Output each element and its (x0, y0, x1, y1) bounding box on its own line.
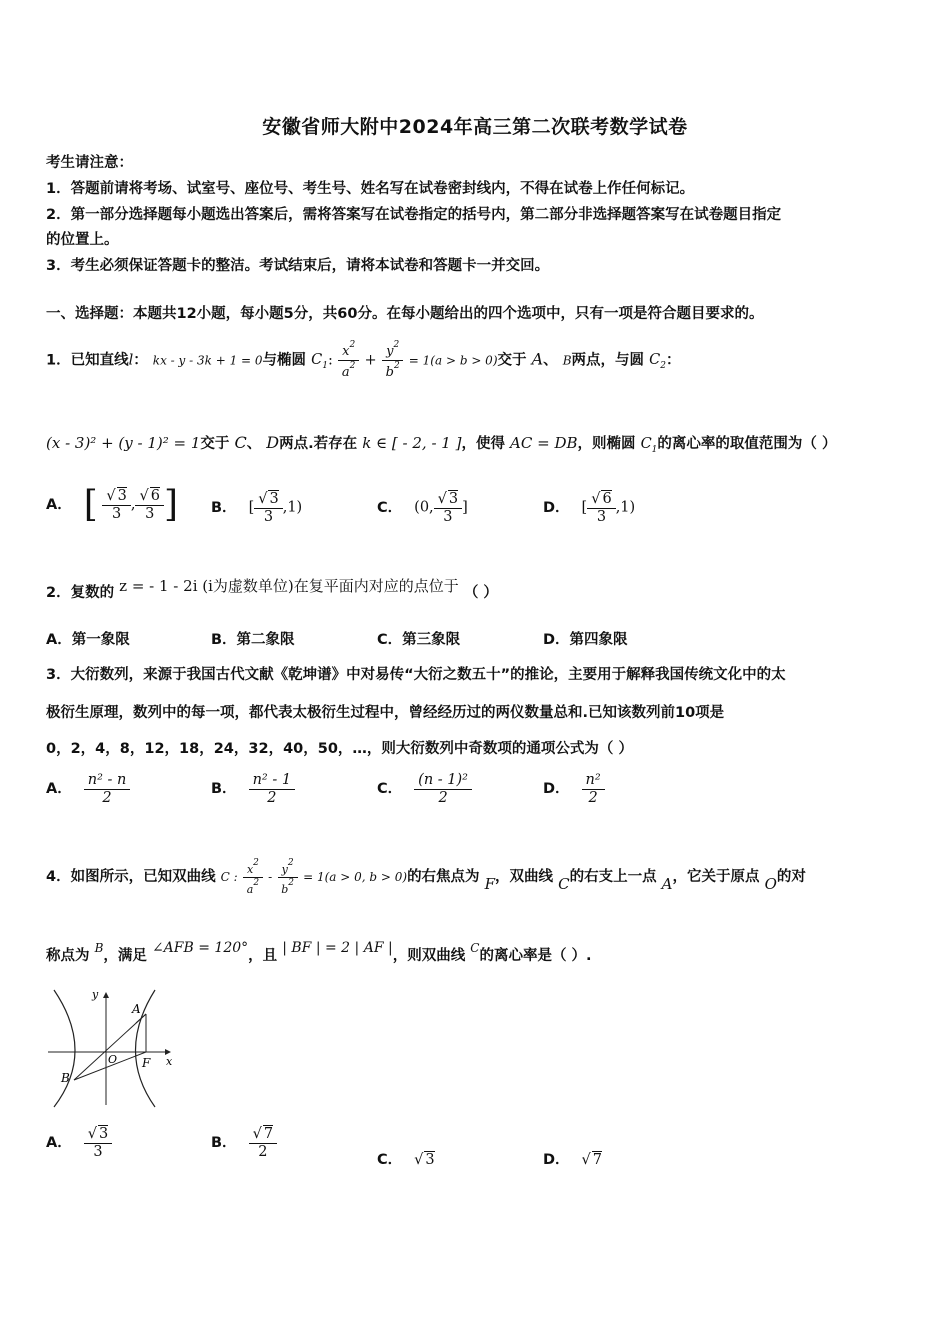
q4-text-9: ，则双曲线 (392, 948, 466, 964)
q4-text-10: 的离心率是（ ）. (479, 948, 592, 964)
q4-text-6: 称点为 (46, 948, 90, 964)
q1-option-c[interactable]: C． (0, $\frac{√ 3}{3}$ ] (377, 491, 468, 525)
q2-number: 2．复数的 (46, 585, 115, 601)
q2-option-b[interactable]: B．第二象限 (211, 632, 295, 648)
q1-c1-letter: C (311, 352, 323, 369)
q4-C-2: C (470, 941, 480, 955)
q1-option-d-pre: [ (581, 499, 588, 516)
q1-option-b-pre: [ (248, 499, 255, 516)
q2-paren: （ ） (463, 585, 498, 601)
q1-colon: ： (133, 352, 148, 369)
q4-option-b[interactable]: B． $\frac{√ 7}{2}$ (211, 1125, 277, 1160)
q4-O: O (764, 875, 777, 894)
q4-C: C (558, 875, 570, 894)
q1-dun-2: 、 (246, 436, 262, 452)
q4-B: B (94, 941, 104, 955)
q1-text-3: 两点，与圆 (571, 352, 645, 369)
q1-x2: x (342, 344, 350, 359)
question-4-line-1 (46, 858, 806, 896)
q3-option-b-num: n² - 1 (249, 772, 296, 790)
q4-text-7: ，满足 (103, 948, 147, 964)
q4-frac-x: $\frac{x^2}{a^2}$ (243, 858, 263, 896)
q1-c1 (311, 352, 328, 372)
q3-option-b[interactable] (211, 772, 295, 806)
q1-c2-letter: C (649, 352, 661, 369)
q1-text-1: 与椭圆 (262, 352, 307, 369)
notice-item-2: 2．第一部分选择题每小题选出答案后，需将答案写在试卷指定的括号内，第二部分非选择题答案写在试卷题目指定 (46, 207, 782, 223)
q1-C: C (234, 433, 247, 452)
q1-condition: = 1(a > b > 0) (408, 353, 498, 368)
q1-line-equation: kx - y - 3k + 1 = 0 (152, 353, 263, 368)
fig-label-y: y (92, 988, 99, 1001)
q3-option-d[interactable] (543, 772, 605, 806)
q4-b2: b (281, 882, 289, 896)
question-4-line-2 (46, 940, 592, 965)
q1-option-c-den: 3 (443, 508, 453, 525)
section-heading: 一、选择题：本题共12小题，每小题5分，共60分。在每小题给出的四个选项中，只有一项是符合题目要求的。 (46, 306, 764, 322)
q4-text-5: 的对 (776, 869, 806, 886)
q1-colon-2: ： (665, 352, 681, 369)
q2-expression: z = - 1 - 2i (i为虚数单位)在复平面内对应的点位于 (119, 577, 459, 595)
q1-option-a-n1: 3 (117, 487, 127, 504)
q4-bf-af: | BF | = 2 | AF | (282, 940, 393, 956)
q4-condition: = 1(a > 0, b > 0) (303, 870, 408, 885)
q1-A: A (531, 349, 544, 369)
q1-frac-y: $\frac{y^2}{b^2}$ (382, 340, 404, 381)
q3-option-a-num: n² - n (84, 772, 131, 790)
q3-option-c-den: 2 (438, 789, 448, 806)
q3-option-d-den: 2 (588, 789, 598, 806)
notice-item-2-cont: 的位置上。 (46, 232, 119, 248)
q1-option-b-num: 3 (269, 491, 279, 507)
q4-angle: ∠AFB = 120° (151, 940, 249, 956)
q4-A: A (661, 875, 673, 894)
q4-option-c-label: C． (377, 1152, 403, 1168)
q1-c1-letter-2: C (640, 436, 652, 452)
q4-y2: y (281, 863, 288, 876)
notice-heading: 考生请注意： (46, 155, 133, 171)
q1-text-4: 交于 (200, 436, 230, 452)
q1-option-d[interactable]: D． [ $\frac{√ 6}{3}$ ,1) (543, 491, 636, 525)
q4-a2: a (246, 882, 254, 896)
page-title: 安徽省师大附中2024年高三第二次联考数学试卷 (262, 116, 688, 138)
q1-option-b[interactable]: B． [ $\frac{√ 3}{3}$ ,1) (211, 491, 303, 525)
question-1-line-1: 1．已知直线l： kx - y - 3k + 1 = 0与椭圆 $C_1$: $\frac{x^2}{a^2}$ + $\frac{y^2}{b^2}$ = 1(a > b > 0)交于 A、 B两点，与圆 $C_2$： (46, 340, 681, 380)
q3-option-c-label: C． (377, 781, 403, 798)
q4-option-b-num: 7 (263, 1126, 274, 1142)
q1-option-c-post: ] (462, 499, 468, 516)
q1-number: 1．已知直线 (46, 352, 129, 369)
q1-option-a-label: A． (46, 496, 72, 513)
q4-option-a-label: A． (46, 1134, 72, 1151)
q1-option-c-num: 3 (448, 491, 459, 507)
q3-option-d-num: n² (582, 772, 605, 790)
q4-option-b-den: 2 (258, 1143, 268, 1160)
q1-l: l (128, 352, 134, 369)
q1-c2-sub: 2 (660, 361, 666, 372)
q4-option-b-label: B． (211, 1134, 237, 1151)
q4-option-a-num: 3 (98, 1126, 109, 1142)
notice-item-1: 1．答题前请将考场、试室号、座位号、考生号、姓名写在试卷密封线内，不得在试卷上作任何标记。 (46, 181, 695, 197)
q2-option-c[interactable]: C．第三象限 (377, 632, 461, 648)
q4-text-2: ，双曲线 (495, 869, 554, 886)
question-1-line-2 (46, 432, 836, 455)
q1-option-a-d2: 3 (145, 505, 155, 522)
q4-frac-y: $\frac{y^2}{b^2}$ (277, 858, 298, 896)
q1-option-d-post: ,1) (615, 499, 636, 516)
q4-text-3: 的右支上一点 (569, 869, 657, 886)
q1-B: B (562, 353, 572, 368)
q1-option-b-label: B． (211, 499, 237, 516)
q1-ac-db: AC = DB (510, 434, 578, 452)
q4-text-8: ，且 (248, 948, 278, 964)
q4-option-d-label: D． (543, 1152, 570, 1168)
fig-label-f: F (142, 1056, 151, 1070)
q1-option-c-pre: (0, (414, 499, 434, 516)
hyperbola-figure (40, 985, 185, 1110)
q1-option-d-num: 6 (602, 491, 612, 507)
q3-option-d-label: D． (543, 781, 570, 798)
question-3-line-2: 极衍生原理，数列中的每一项，都代表太极衍生过程中，曾经经历过的两仪数量总和.已知该数列前10项是 (46, 705, 725, 721)
q3-option-b-den: 2 (267, 789, 277, 806)
q1-frac-x: $\frac{x^2}{a^2}$ (338, 340, 360, 381)
q3-option-a-den: 2 (102, 789, 112, 806)
notice-item-3: 3．考生必须保证答题卡的整洁。考试结束后，请将本试卷和答题卡一并交回。 (46, 258, 550, 274)
left-branch (54, 990, 75, 1107)
question-3-line-3: 0，2，4，8，12，18，24，32，40，50，…，则大衍数列中奇数项的通项公式为（ ） (46, 741, 633, 757)
q4-x2: x (246, 863, 254, 876)
q1-option-c-label: C． (377, 499, 403, 516)
fig-label-b: B (61, 1071, 70, 1085)
q4-number: 4．如图所示，已知双曲线 (46, 869, 216, 886)
q4-hyp-c: C : (220, 870, 238, 885)
q4-minus: - (268, 870, 273, 885)
fig-label-o: O (108, 1053, 118, 1066)
q1-text-5: 两点.若存在 (279, 436, 358, 452)
question-3-line-1: 3．大衍数列，来源于我国古代文献《乾坤谱》中对易传“大衍之数五十”的推论，主要用于解释我国传统文化中的太 (46, 667, 786, 683)
q1-b2: b (385, 364, 394, 380)
q1-c2 (649, 352, 666, 372)
q1-option-b-den: 3 (263, 508, 274, 525)
q1-c1-sub-2: 1 (651, 445, 658, 455)
q4-option-a[interactable]: A． $\frac{√ 3}{3}$ (46, 1125, 112, 1160)
q2-option-a[interactable]: A．第一象限 (46, 632, 130, 648)
q1-option-d-den: 3 (596, 508, 607, 525)
q1-y2: y (386, 344, 394, 359)
q1-a2: a (341, 364, 350, 380)
q3-option-a[interactable] (46, 772, 130, 806)
q1-option-a[interactable]: A． [ $\frac{√ 3}{3}$ , $\frac{√ 6}{3}$ ] (46, 484, 179, 525)
q1-option-b-post: ,1) (282, 499, 303, 516)
q2-option-d[interactable]: D．第四象限 (543, 632, 628, 648)
q4-option-a-den: 3 (93, 1143, 103, 1160)
q1-option-d-label: D． (543, 499, 570, 516)
q1-c1-sub: 1 (322, 361, 328, 372)
q1-text-8: 的离心率的取值范围为（ ） (657, 436, 837, 452)
q4-text-1: 的右焦点为 (407, 869, 480, 886)
q1-option-a-d1: 3 (112, 505, 122, 522)
q4-text-4: ，它关于原点 (672, 869, 760, 886)
q3-option-b-label: B． (211, 781, 237, 798)
question-2 (46, 575, 498, 602)
q1-text-6: ，使得 (461, 436, 505, 452)
q4-option-d-val: 7 (592, 1152, 603, 1168)
q4-option-c-val: 3 (425, 1152, 435, 1168)
q1-text-2: 交于 (497, 352, 527, 369)
q4-option-c[interactable]: C． √ 3 (377, 1152, 435, 1168)
q3-option-c[interactable] (377, 772, 472, 806)
q1-option-a-n2: 6 (150, 487, 160, 504)
q1-D: D (266, 433, 280, 452)
fig-label-a: A (132, 1002, 141, 1016)
q1-c1-again (640, 436, 658, 455)
q3-option-c-num: (n - 1)² (414, 772, 472, 790)
q4-F: F (484, 875, 496, 894)
q1-circle-equation: (x - 3)² + (y - 1)² = 1 (46, 434, 201, 452)
q1-text-7: ，则椭圆 (577, 436, 636, 452)
fig-label-x: x (166, 1055, 173, 1068)
q1-k-range: k ∈ [ - 2, - 1 ] (362, 434, 462, 452)
q4-option-d[interactable]: D． √ 7 (543, 1152, 603, 1168)
q1-dun: 、 (543, 352, 558, 369)
q3-option-a-label: A． (46, 781, 72, 798)
